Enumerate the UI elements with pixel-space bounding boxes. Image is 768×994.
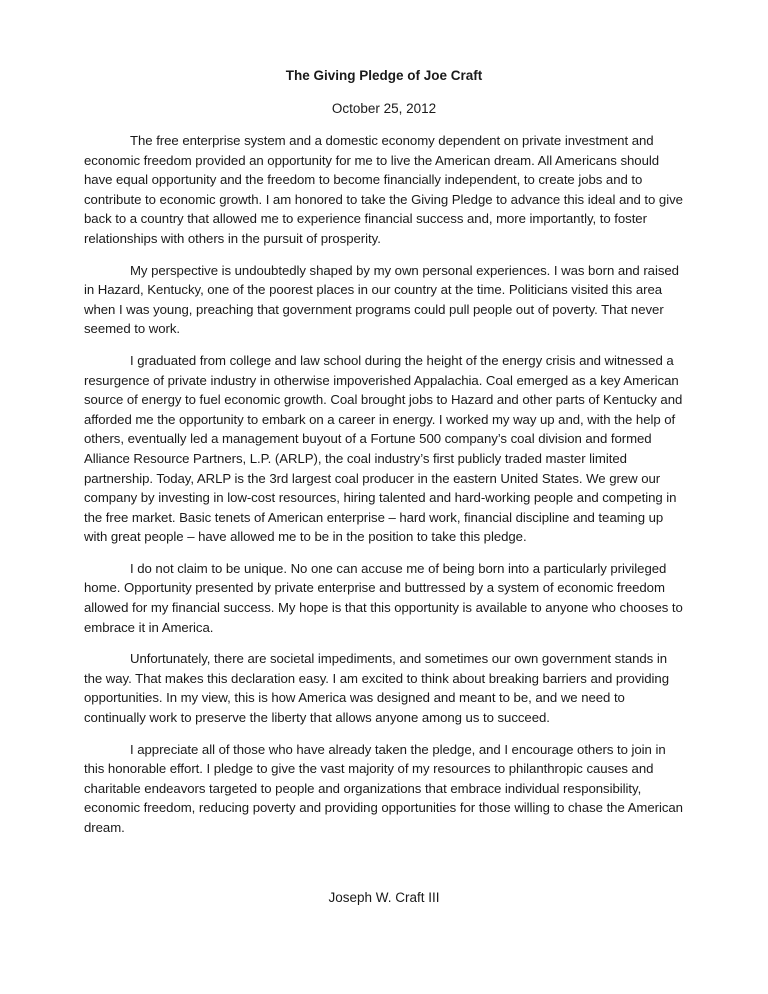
paragraph-1: The free enterprise system and a domestic economy dependent on private investment and economic freedom provided an opportunity for me to live the American dream. All Americans should have equal opportunity and the freedom to become financially independent, to create jobs and to contribute to economic growth. I am honored to take the Giving Pledge to advance this ideal and to give back to a country that allowed me to experience financial success and, more importantly, to foster relationships with others in the pursuit of prosperity. (84, 133, 683, 246)
paragraph-5: Unfortunately, there are societal impediments, and sometimes our own government stands in the way. That makes this declaration easy. I am excited to think about breaking barriers and providing opportunities. In my view, this is how America was designed and meant to be, and we need to continually work to preserve the liberty that allows anyone among us to succeed. (84, 651, 669, 726)
paragraph-3: I graduated from college and law school during the height of the energy crisis and witnessed a resurgence of private industry in otherwise impoverished Appalachia. Coal emerged as a key American source of energy to fuel economic growth. Coal brought jobs to Hazard and other parts of Kentucky and afforded me the opportunity to embark on a career in energy. I worked my way up and, with the help of others, eventually led a management buyout of a Fortune 500 company’s coal division and formed Alliance Resource Partners, L.P. (ARLP), the coal industry’s first publicly traded master limited partnership. Today, ARLP is the 3rd largest coal producer in the eastern United States. We grew our company by investing in low-cost resources, hiring talented and hard-working people and competing in the free market. Basic tenets of American enterprise – hard work, financial discipline and teaming up with great people – have allowed me to be in the position to take this pledge. (84, 352, 683, 545)
document-title: The Giving Pledge of Joe Craft (285, 68, 483, 83)
paragraph-4: I do not claim to be unique. No one can accuse me of being born into a particularly privileged home. Opportunity presented by private enterprise and buttressed by a system of economic freedom allowed for my financial success. My hope is that this opportunity is available to anyone who chooses to embrace it in America. (84, 560, 683, 635)
document-body (84, 66, 684, 850)
document-date: October 25, 2012 (331, 101, 437, 116)
paragraph-6: I appreciate all of those who have already taken the pledge, and I encourage others to join in this honorable effort. I pledge to give the vast majority of my resources to philanthropic causes and charitable endeavors targeted to people and organizations that embrace individual responsibility, economic freedom, reducing poverty and providing opportunities for those willing to chase the American dream. (84, 741, 683, 835)
paragraph-2: My perspective is undoubtedly shaped by my own personal experiences. I was born and raised in Hazard, Kentucky, one of the poorest places in our country at the time. Politicians visited this area when I was young, preaching that government programs could pull people out of poverty. That never seemed to work. (84, 262, 679, 337)
signature: Joseph W. Craft III (328, 890, 440, 905)
